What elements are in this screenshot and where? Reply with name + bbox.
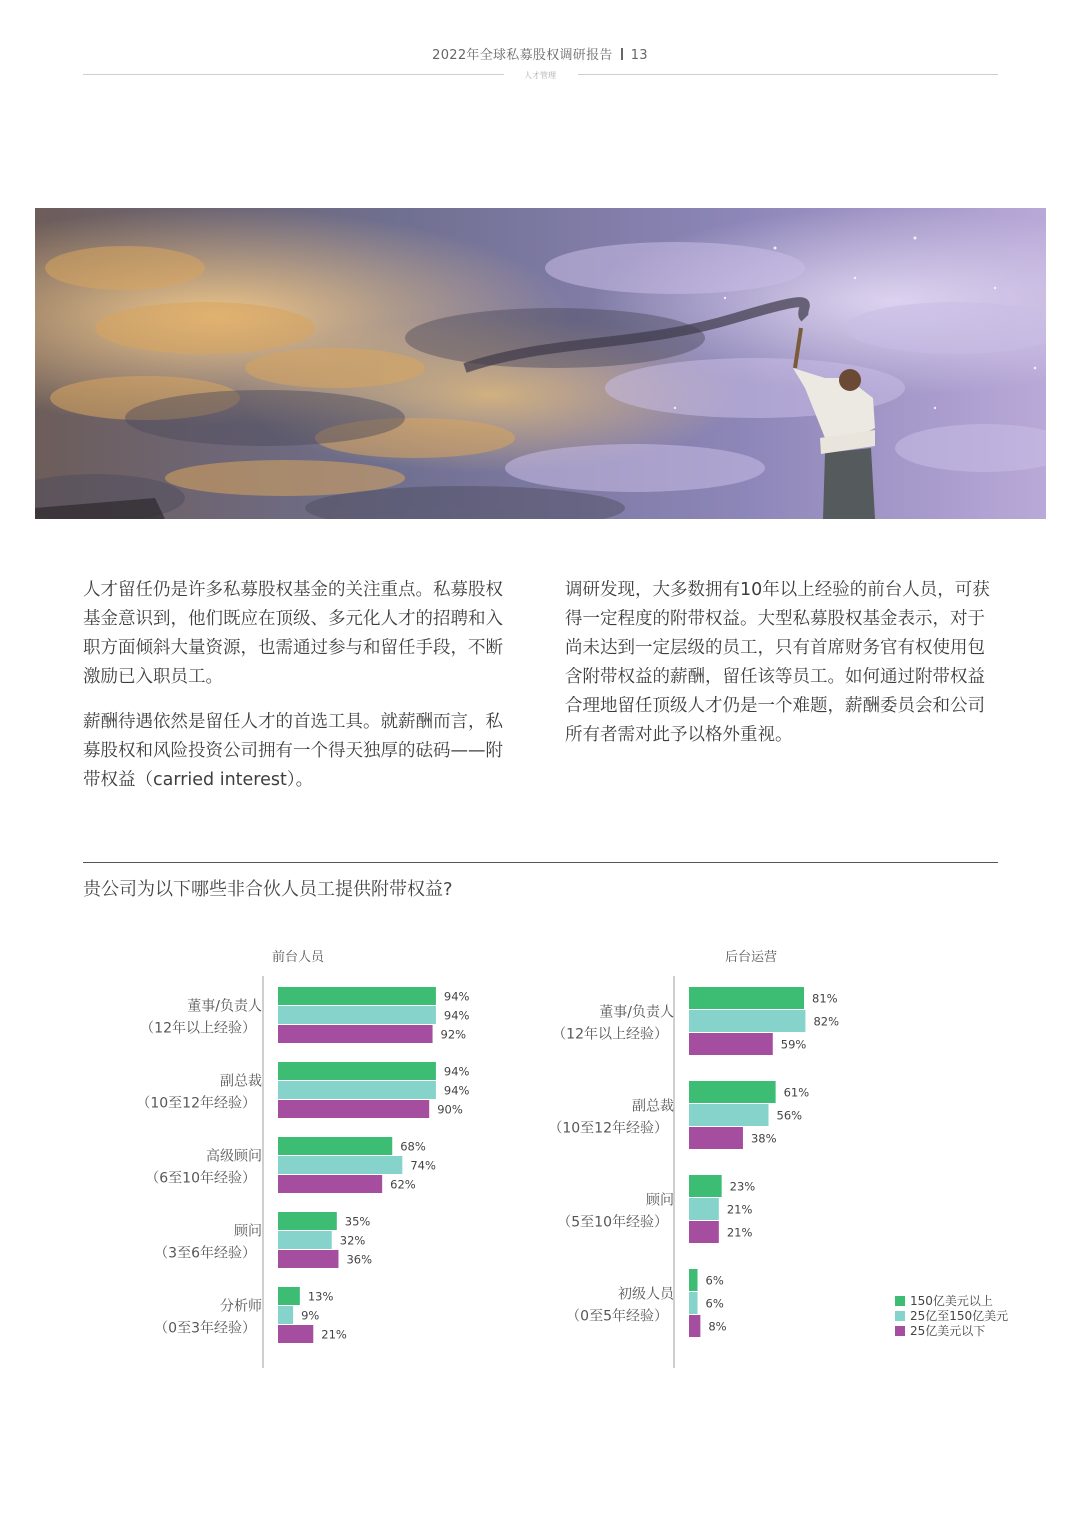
sky-painting-illustration: [35, 208, 1046, 519]
bar: [689, 1198, 719, 1220]
bar: [278, 1156, 402, 1174]
data-label: 21%: [726, 1202, 753, 1217]
category-label: 顾问: [234, 1223, 262, 1240]
report-title: 2022年全球私募股权调研报告: [432, 48, 613, 63]
legend-label: 150亿美元以上: [910, 1294, 993, 1308]
paragraph: 人才留任仍是许多私募股权基金的关注重点。私募股权基金意识到，他们既应在顶级、多元化人才的招聘和入职方面倾斜大量资源，也需通过参与和留任手段，不断激励已入职员工。: [83, 580, 503, 687]
category-sublabel: （6至10年经验）: [145, 1170, 256, 1187]
category-sublabel: （12年以上经验）: [140, 1020, 256, 1037]
bar: [689, 1315, 700, 1337]
chart-title: 后台运营: [724, 950, 778, 965]
category-label: 董事/负责人: [187, 998, 262, 1015]
bar: [278, 1306, 293, 1324]
data-label: 6%: [705, 1273, 724, 1288]
bar: [278, 1100, 429, 1118]
category-sublabel: （3至6年经验）: [154, 1245, 256, 1262]
bar: [689, 1221, 719, 1243]
bar: [689, 1127, 743, 1149]
article-left-column: [83, 576, 508, 811]
bar: [689, 1175, 722, 1197]
category-label: 董事/负责人: [599, 1004, 674, 1021]
section-label: 人才管理: [524, 71, 556, 80]
bar: [689, 1292, 698, 1314]
hero-image: [35, 208, 1046, 519]
data-label: 56%: [776, 1108, 803, 1123]
legend-swatch: [895, 1296, 905, 1306]
bar: [278, 1006, 436, 1024]
legend-label: 25亿至150亿美元: [910, 1309, 1009, 1323]
survey-question: 贵公司为以下哪些非合伙人员工提供附带权益?: [83, 879, 453, 900]
bar: [689, 987, 804, 1009]
bar: [689, 1010, 805, 1032]
data-label: 38%: [750, 1131, 777, 1146]
data-label: 21%: [726, 1225, 753, 1240]
data-label: 94%: [443, 1008, 470, 1023]
category-sublabel: （10至12年经验）: [548, 1120, 668, 1137]
bar: [278, 1325, 313, 1343]
data-label: 6%: [705, 1296, 724, 1311]
category-label: 副总裁: [632, 1098, 674, 1115]
data-label: 90%: [437, 1102, 463, 1117]
data-label: 9%: [301, 1308, 320, 1323]
paragraph: 调研发现，大多数拥有10年以上经验的前台人员，可获得一定程度的附带权益。大型私募股权基金表示，对于尚未达到一定层级的员工，只有首席财务官有权使用包含附带权益的薪酬，留任该等员工。如何通过附带权益合理地留任顶级人才仍是一个难题，薪酬委员会和公司所有者需对此予以格外重视。: [565, 580, 990, 745]
data-label: 94%: [443, 1064, 470, 1079]
category-sublabel: （0至3年经验）: [154, 1320, 256, 1337]
data-label: 92%: [440, 1027, 467, 1042]
bar: [278, 1287, 300, 1305]
bar: [278, 1212, 337, 1230]
bar: [278, 1062, 436, 1080]
bar: [278, 1231, 332, 1249]
page-header: [0, 44, 1080, 63]
category-label: 副总裁: [220, 1073, 262, 1090]
legend-label: 25亿美元以下: [910, 1324, 986, 1338]
data-label: 68%: [400, 1139, 426, 1154]
category-sublabel: （12年以上经验）: [552, 1026, 668, 1043]
bar: [278, 1250, 338, 1268]
chart-legend: [895, 1294, 1008, 1339]
category-sublabel: （0至5年经验）: [566, 1308, 668, 1325]
data-label: 21%: [321, 1327, 347, 1342]
category-sublabel: （5至10年经验）: [557, 1214, 668, 1231]
legend-swatch: [895, 1326, 905, 1336]
category-label: 顾问: [646, 1192, 674, 1209]
data-label: 74%: [410, 1158, 436, 1173]
chart-title: 前台人员: [271, 950, 325, 965]
bar: [278, 1137, 392, 1155]
page-number: 13: [630, 48, 648, 63]
section-divider: [83, 862, 998, 863]
category-sublabel: （10至12年经验）: [136, 1095, 256, 1112]
category-label: 初级人员: [618, 1286, 674, 1303]
data-label: 94%: [443, 1083, 470, 1098]
category-label: 高级顾问: [206, 1148, 262, 1165]
legend-swatch: [895, 1311, 905, 1321]
legend-item: [895, 1309, 1008, 1324]
bar: [689, 1081, 776, 1103]
bar: [689, 1269, 698, 1291]
data-label: 36%: [346, 1252, 373, 1267]
header-divider: [621, 48, 623, 60]
data-label: 94%: [443, 989, 470, 1004]
data-label: 61%: [783, 1085, 810, 1100]
data-label: 32%: [339, 1233, 366, 1248]
data-label: 82%: [813, 1014, 840, 1029]
data-label: 8%: [708, 1319, 727, 1334]
bar: [689, 1033, 773, 1055]
paragraph: 薪酬待遇依然是留任人才的首选工具。就薪酬而言，私募股权和风险投资公司拥有一个得天独厚的砝码——附带权益（carried interest）。: [83, 712, 503, 790]
data-label: 35%: [344, 1214, 371, 1229]
article-right-column: [565, 576, 990, 766]
bar: [278, 1081, 436, 1099]
bar: [278, 987, 436, 1005]
data-label: 62%: [390, 1177, 416, 1192]
bar: [278, 1175, 382, 1193]
legend-item: [895, 1294, 1008, 1309]
data-label: 81%: [812, 991, 838, 1006]
data-label: 23%: [729, 1179, 756, 1194]
bar: [689, 1104, 769, 1126]
bar: [278, 1025, 433, 1043]
category-label: 分析师: [220, 1298, 262, 1315]
legend-item: [895, 1324, 1008, 1339]
data-label: 59%: [780, 1037, 807, 1052]
data-label: 13%: [307, 1289, 334, 1304]
